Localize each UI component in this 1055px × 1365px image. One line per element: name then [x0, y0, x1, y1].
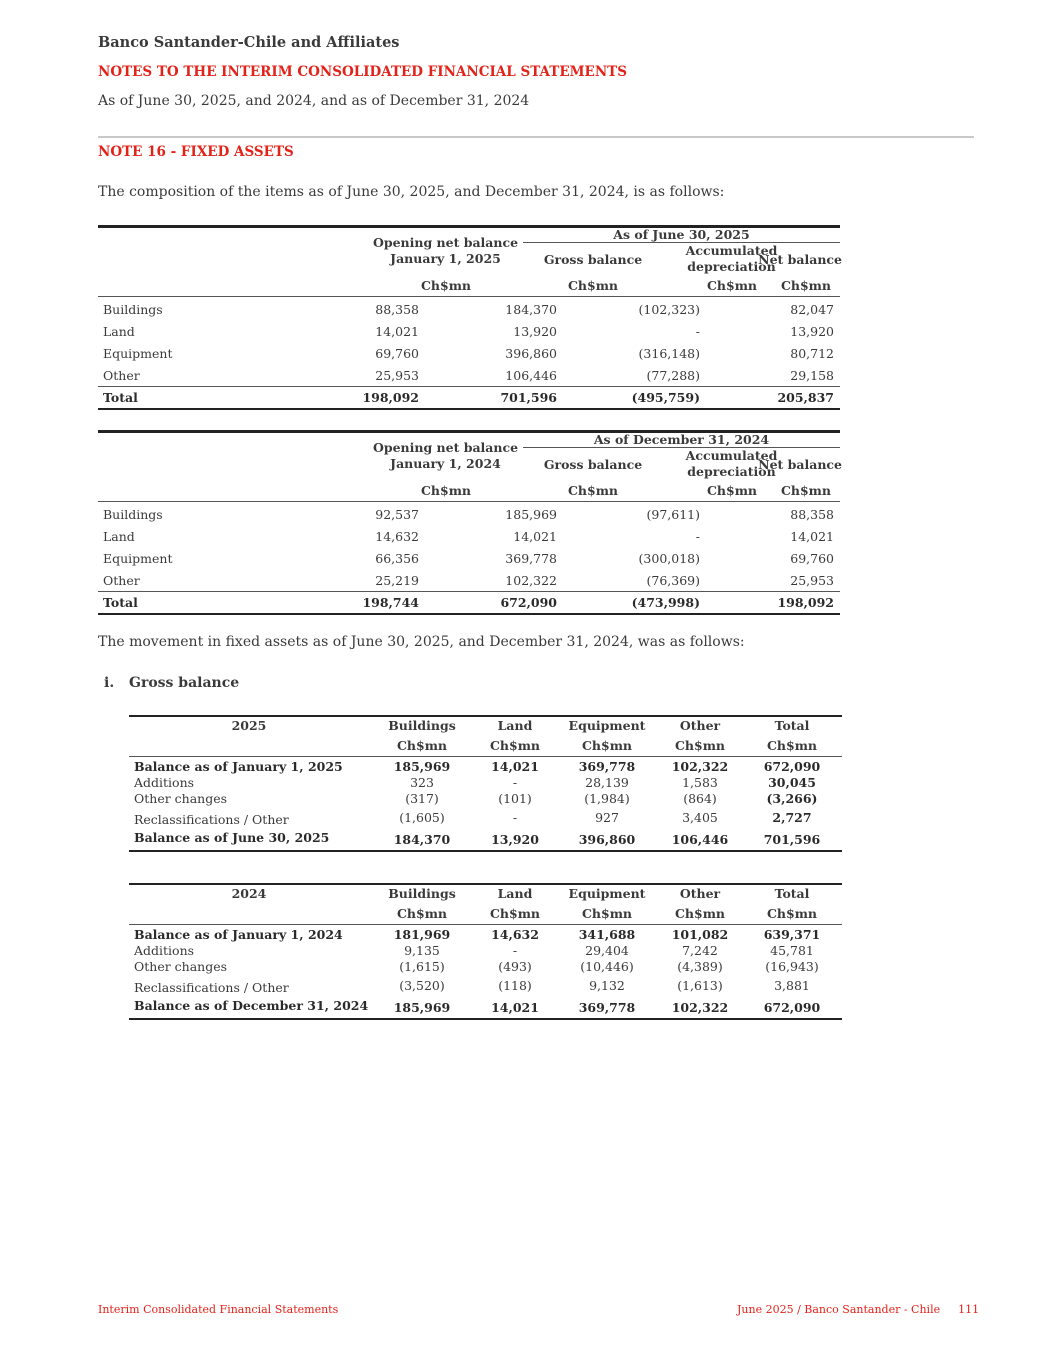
note-title: NOTE 16 - FIXED ASSETS [98, 144, 294, 160]
column-header: Total [774, 886, 810, 901]
company-name: Banco Santander-Chile and Affiliates [98, 34, 400, 51]
section-heading: i. Gross balance [104, 675, 240, 691]
unit-label: Ch$mn [581, 906, 633, 921]
total-row: Total 198,092 701,596 (495,759) 205,837 [103, 390, 834, 405]
opening-balance-row: Balance as of January 1, 2025 185,969 14,021 369,778 102,322 672,090 [134, 759, 821, 774]
movement-intro: The movement in fixed assets as of June 30, 2025, and December 31, 2024, was as follows: [98, 634, 745, 650]
opening-balance-row: Balance as of January 1, 2024 181,969 14,632 341,688 101,082 639,371 [134, 927, 821, 942]
page-number: 111 [958, 1303, 980, 1316]
gross-balance-table-2024 [129, 883, 842, 1021]
header-rule [98, 296, 840, 297]
column-header: Buildings [388, 718, 456, 733]
unit-label: Ch$mn [489, 738, 541, 753]
table-row: Reclassifications / Other (3,520) (118) 9,132 (1,613) 3,881 [134, 978, 810, 995]
table-row: Equipment 69,760 396,860 (316,148) 80,712 [103, 346, 834, 361]
total-row: Total 198,744 672,090 (473,998) 198,092 [103, 595, 834, 610]
unit-label: Ch$mn [706, 483, 758, 498]
unit-label: Ch$mn [396, 906, 448, 921]
unit-label: Ch$mn [674, 738, 726, 753]
report-date-range: As of June 30, 2025, and 2024, and as of December 31, 2024 [98, 93, 530, 109]
unit-label: Ch$mn [766, 906, 818, 921]
unit-label: Ch$mn [489, 906, 541, 921]
gross-balance-header: Gross balance [543, 457, 643, 472]
footer-document-title: Interim Consolidated Financial Statements [98, 1303, 339, 1316]
opening-balance-header: Opening net balance January 1, 2025 [372, 235, 519, 266]
table-row: Equipment 66,356 369,778 (300,018) 69,760 [103, 551, 834, 566]
table-bottom-rule [98, 613, 840, 615]
table-bottom-rule [129, 1018, 842, 1020]
table-row: Other 25,953 106,446 (77,288) 29,158 [103, 368, 834, 383]
table-row: Additions 323 - 28,139 1,583 30,045 [134, 775, 816, 790]
table-row: Buildings 92,537 185,969 (97,611) 88,358 [103, 507, 834, 522]
gross-balance-table-2025 [129, 715, 842, 853]
unit-label: Ch$mn [780, 278, 831, 293]
composition-intro: The composition of the items as of June 30, 2025, and December 31, 2024, is as follows: [98, 184, 725, 200]
header-rule [129, 924, 842, 925]
year-header: 2024 [231, 886, 267, 901]
closing-balance-row: Balance as of June 30, 2025 184,370 13,920 396,860 106,446 701,596 [134, 830, 821, 847]
opening-balance-header: Opening net balance January 1, 2024 [372, 440, 519, 471]
accumulated-depreciation-header: Accumulated depreciation [685, 243, 778, 274]
column-header: Other [679, 718, 721, 733]
unit-label: Ch$mn [567, 483, 619, 498]
unit-label: Ch$mn [706, 278, 758, 293]
group-header: As of June 30, 2025 [613, 227, 750, 242]
composition-table-2024: As of December 31, 2024 Opening net balance January 1, 2024 Gross balance Accumulated depreciation Net balance Ch$mn Ch$mn Ch$mn Ch$mn Buildings 92,537 185,969 (97,611) 88,358 Land 14,632 14,021 - 14,021 Equipment 66,356 369,778 (300,018) 69,760 Other 25,219 102,322 (76,369) 25,953 Total 198,744 672,090 (473,998) 198,092 [98, 430, 840, 616]
table-row: Additions 9,135 - 29,404 7,242 45,781 [134, 943, 814, 958]
gross-balance-header: Gross balance [543, 252, 643, 267]
unit-label: Ch$mn [420, 483, 472, 498]
unit-label: Ch$mn [766, 738, 818, 753]
header-rule [129, 756, 842, 757]
notes-title: NOTES TO THE INTERIM CONSOLIDATED FINANCIAL STATEMENTS [98, 64, 627, 80]
table-row: Other changes (1,615) (493) (10,446) (4,389) (16,943) [134, 959, 819, 974]
unit-label: Ch$mn [567, 278, 619, 293]
footer-report-info: June 2025 / Banco Santander - Chile 111 [737, 1303, 980, 1316]
table-row: Land 14,021 13,920 - 13,920 [103, 324, 834, 339]
table-row: Land 14,632 14,021 - 14,021 [103, 529, 834, 544]
table-bottom-rule [129, 850, 842, 852]
table-row: Reclassifications / Other (1,605) - 927 3,405 2,727 [134, 810, 812, 827]
group-header: As of December 31, 2024 [593, 432, 770, 447]
table-bottom-rule [98, 408, 840, 410]
year-header: 2025 [231, 718, 267, 733]
column-header: Buildings [388, 886, 456, 901]
unit-label: Ch$mn [780, 483, 831, 498]
column-header: Other [679, 886, 721, 901]
column-header: Land [497, 718, 533, 733]
accumulated-depreciation-header: Accumulated depreciation [685, 448, 778, 479]
unit-label: Ch$mn [420, 278, 472, 293]
table-top-rule [129, 883, 842, 885]
column-header: Equipment [568, 886, 646, 901]
header-divider [98, 136, 974, 138]
closing-balance-row: Balance as of December 31, 2024 185,969 14,021 369,778 102,322 672,090 [134, 998, 821, 1015]
table-row: Other changes (317) (101) (1,984) (864) (3,266) [134, 791, 818, 806]
column-header: Total [774, 718, 810, 733]
composition-table-2025: As of June 30, 2025 Opening net balance January 1, 2025 Gross balance Accumulated depreciation Net balance Ch$mn Ch$mn Ch$mn Ch$mn Buildings 88,358 184,370 (102,323) 82,047 Land 14,021 13,920 - 13,920 Equipment 69,760 396,860 (316,148) 80,712 Other 25,953 106,446 (77,288) 29,158 Total 198,092 701,596 (495,759) 205,837 [98, 225, 840, 411]
unit-label: Ch$mn [396, 738, 448, 753]
column-header: Land [497, 886, 533, 901]
unit-label: Ch$mn [581, 738, 633, 753]
table-row: Buildings 88,358 184,370 (102,323) 82,047 [103, 302, 834, 317]
table-top-rule [129, 715, 842, 717]
table-row: Other 25,219 102,322 (76,369) 25,953 [103, 573, 834, 588]
header-rule [98, 501, 840, 502]
unit-label: Ch$mn [674, 906, 726, 921]
column-header: Equipment [568, 718, 646, 733]
